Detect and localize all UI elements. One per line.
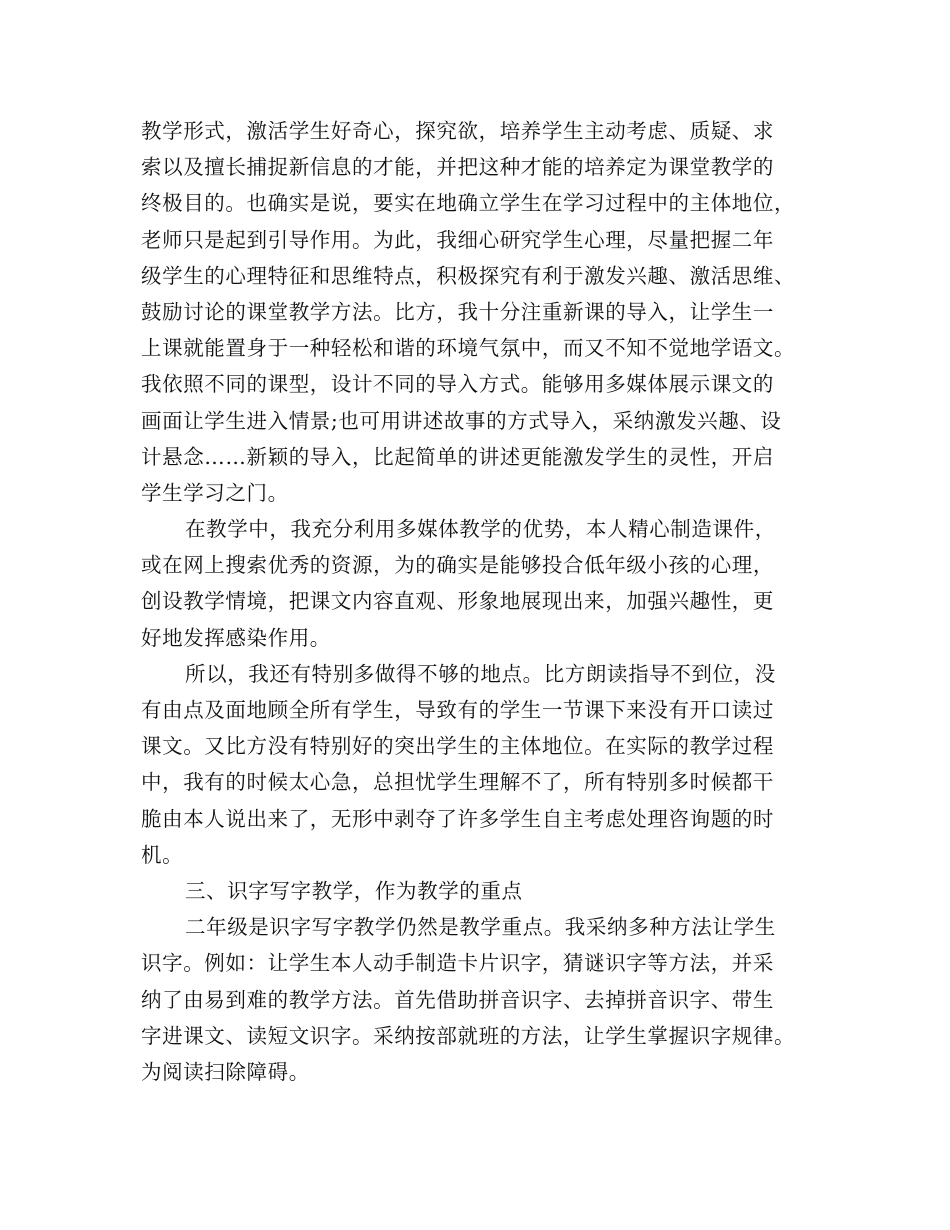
- section-heading-text: 三、识字写字教学，作为教学的重点: [185, 878, 523, 903]
- text-line: 在教学中，我充分利用多媒体教学的优势，本人精心制造课件，: [185, 517, 776, 542]
- text-line: 我依照不同的课型，设计不同的导入方式。能够用多媒体展示课文的: [141, 372, 774, 397]
- text-line: 教学形式，激活学生好奇心，探究欲，培养学生主动考虑、质疑、求: [141, 119, 774, 143]
- text-line: 画面让学生进入情景;也可用讲述故事的方式导入，采纳激发兴趣、设: [141, 408, 782, 433]
- text-line: 中，我有的时候太心急，总担忧学生理解不了，所有特别多时候都干: [141, 770, 774, 795]
- text-line: 课文。又比方没有特别好的突出学生的主体地位。在实际的教学过程: [141, 734, 774, 759]
- text-line: 有由点及面地顾全所有学生，导致有的学生一节课下来没有开口读过: [141, 698, 774, 722]
- text-line: 为阅读扫除障碍。: [141, 1059, 310, 1084]
- text-line: 字进课文、读短文识字。采纳按部就班的方法，让学生掌握识字规律。: [141, 1023, 796, 1048]
- text-line: 上课就能置身于一种轻松和谐的环境气氛中，而又不知不觉地学语文。: [141, 336, 796, 361]
- text-line: 级学生的心理特征和思维特点，积极探究有利于激发兴趣、激活思维、: [141, 263, 796, 288]
- text-line: 计悬念……新颖的导入，比起简单的讲述更能激发学生的灵性，开启: [141, 444, 774, 469]
- text-line: 创设教学情境，把课文内容直观、形象地展现出来，加强兴趣性，更: [141, 589, 774, 614]
- document-body: [141, 113, 811, 1090]
- text-line: 好地发挥感染作用。: [141, 625, 331, 650]
- text-line: 识字。例如：让学生本人动手制造卡片识字，猜谜识字等方法，并采: [141, 951, 774, 976]
- text-line: 纳了由易到难的教学方法。首先借助拼音识字、去掉拼音识字、带生: [141, 987, 774, 1012]
- text-line: 或在网上搜索优秀的资源，为的确实是能够投合低年级小孩的心理，: [141, 553, 774, 578]
- paragraph-3: [141, 656, 811, 873]
- text-line: 索以及擅长捕捉新信息的才能，并把这种才能的培养定为课堂教学的: [141, 155, 774, 180]
- text-line: 老师只是起到引导作用。为此，我细心研究学生心理，尽量把握二年: [141, 227, 774, 252]
- section-heading: [141, 873, 811, 909]
- paragraph-1: [141, 113, 811, 511]
- paragraph-2: [141, 511, 811, 656]
- text-line: 鼓励讨论的课堂教学方法。比方，我十分注重新课的导入，让学生一: [141, 299, 774, 324]
- text-line: 终极目的。也确实是说，要实在地确立学生在学习过程中的主体地位，: [141, 191, 796, 216]
- text-line: 二年级是识字写字教学仍然是教学重点。我采纳多种方法让学生: [185, 915, 776, 940]
- paragraph-4: [141, 909, 811, 1090]
- text-line: 机。: [141, 842, 184, 867]
- text-line: 脆由本人说出来了，无形中剥夺了许多学生自主考虑处理咨询题的时: [141, 806, 774, 831]
- text-line: 所以，我还有特别多做得不够的地点。比方朗读指导不到位，没: [185, 661, 776, 686]
- text-line: 学生学习之门。: [141, 480, 289, 505]
